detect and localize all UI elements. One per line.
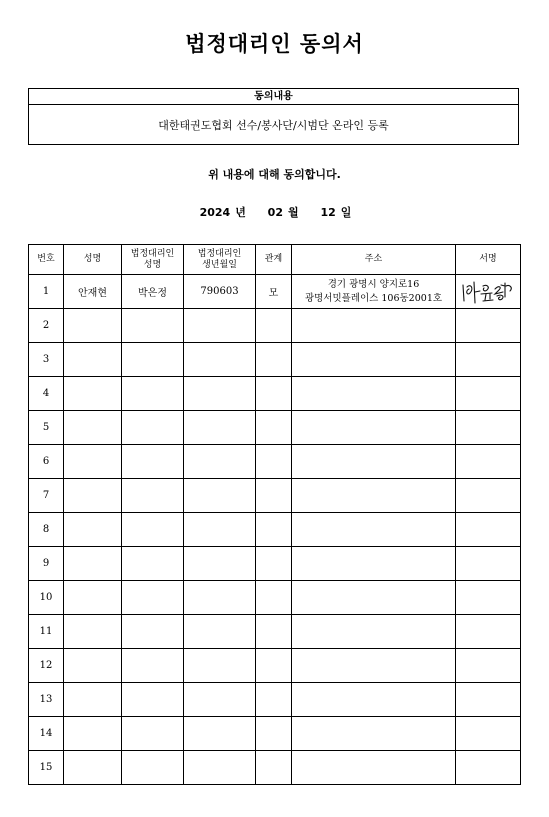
- guardian-birth-cell[interactable]: [184, 751, 256, 785]
- table-row: [29, 275, 521, 309]
- relation-cell[interactable]: [256, 547, 292, 581]
- signature-stroke: [467, 285, 472, 293]
- consent-header: 동의내용: [29, 89, 518, 105]
- guardian-birth-cell[interactable]: [184, 445, 256, 479]
- signature-stroke: [497, 295, 503, 299]
- table-row: [29, 581, 521, 615]
- address-cell[interactable]: [292, 411, 456, 445]
- relation-cell[interactable]: [256, 581, 292, 615]
- date-month: 02: [267, 206, 283, 219]
- relation-cell[interactable]: [256, 683, 292, 717]
- name-cell[interactable]: [64, 581, 122, 615]
- signature-cell[interactable]: [456, 615, 521, 649]
- row-number-cell: 8: [29, 513, 64, 547]
- table-row: [29, 547, 521, 581]
- guardian-name-cell[interactable]: [122, 581, 184, 615]
- table-row: [29, 343, 521, 377]
- signature-cell[interactable]: [456, 547, 521, 581]
- guardian-birth-cell[interactable]: [184, 377, 256, 411]
- guardian-name-cell[interactable]: [122, 309, 184, 343]
- guardian-name-cell[interactable]: [122, 479, 184, 513]
- table-row: [29, 479, 521, 513]
- signature-cell[interactable]: [456, 411, 521, 445]
- signature-cell[interactable]: [456, 683, 521, 717]
- guardian-birth-cell[interactable]: [184, 615, 256, 649]
- signature-stroke: [495, 286, 503, 293]
- header-guardian-name-line2: 성명: [143, 259, 162, 270]
- name-cell[interactable]: [64, 343, 122, 377]
- address-line2: 광명서밋플레이스 106동2001호: [304, 292, 443, 304]
- row-number-cell: 1: [29, 275, 64, 309]
- header-guardian-birth: [184, 245, 256, 275]
- relation-cell[interactable]: [256, 649, 292, 683]
- row-number-cell: 3: [29, 343, 64, 377]
- guardian-birth-cell[interactable]: [184, 479, 256, 513]
- name-cell[interactable]: [64, 445, 122, 479]
- table-row: [29, 445, 521, 479]
- signature-stroke: [506, 285, 511, 291]
- guardian-birth-cell[interactable]: [184, 717, 256, 751]
- guardian-birth-cell[interactable]: [184, 343, 256, 377]
- guardian-birth-cell[interactable]: [184, 581, 256, 615]
- relation-cell[interactable]: 모: [256, 275, 292, 309]
- guardian-name-cell[interactable]: [122, 377, 184, 411]
- signature-stroke: [475, 291, 480, 292]
- address-cell[interactable]: [292, 751, 456, 785]
- signature-cell[interactable]: [456, 275, 521, 309]
- header-address: 주소: [292, 245, 456, 275]
- address-cell[interactable]: [292, 377, 456, 411]
- signature-cell[interactable]: [456, 377, 521, 411]
- date-year: 2024: [199, 206, 231, 219]
- name-cell[interactable]: [64, 751, 122, 785]
- relation-cell[interactable]: [256, 513, 292, 547]
- header-guardian-birth-line1: 법정대리인: [197, 248, 242, 259]
- address-cell[interactable]: [292, 649, 456, 683]
- relation-cell[interactable]: [256, 309, 292, 343]
- row-number-cell: 10: [29, 581, 64, 615]
- date-day: 12: [320, 206, 336, 219]
- guardian-birth-cell[interactable]: 790603: [184, 275, 256, 309]
- row-number-cell: 9: [29, 547, 64, 581]
- name-cell[interactable]: [64, 309, 122, 343]
- table-row: [29, 751, 521, 785]
- guardian-name-cell[interactable]: 박은정: [122, 275, 184, 309]
- table-row: [29, 683, 521, 717]
- guardian-name-cell[interactable]: [122, 411, 184, 445]
- row-number-cell: 15: [29, 751, 64, 785]
- relation-cell[interactable]: [256, 751, 292, 785]
- table-row: [29, 513, 521, 547]
- name-cell[interactable]: [64, 717, 122, 751]
- row-number-cell: 14: [29, 717, 64, 751]
- table-row: [29, 649, 521, 683]
- header-name: 성명: [64, 245, 122, 275]
- guardian-name-cell[interactable]: [122, 615, 184, 649]
- handwritten-signature: [459, 277, 517, 307]
- name-cell[interactable]: [64, 649, 122, 683]
- guardian-birth-cell[interactable]: [184, 649, 256, 683]
- header-guardian-name-line1: 법정대리인: [130, 248, 175, 259]
- header-no: 번호: [29, 245, 64, 275]
- table-row: [29, 717, 521, 751]
- signature-cell[interactable]: [456, 309, 521, 343]
- row-number-cell: 2: [29, 309, 64, 343]
- address-cell[interactable]: [292, 343, 456, 377]
- guardian-name-cell[interactable]: [122, 513, 184, 547]
- row-number-cell: 7: [29, 479, 64, 513]
- consent-content: 대한태권도협회 선수/봉사단/시범단 온라인 등록: [158, 119, 389, 132]
- signature-cell[interactable]: [456, 717, 521, 751]
- date-month-unit: 월: [287, 206, 299, 219]
- relation-cell[interactable]: [256, 717, 292, 751]
- address-cell[interactable]: [292, 275, 456, 309]
- signing-date: [0, 204, 549, 220]
- address-cell[interactable]: [292, 581, 456, 615]
- header-signature: 서명: [456, 245, 521, 275]
- signature-cell[interactable]: [456, 581, 521, 615]
- table-body: [29, 275, 521, 785]
- header-guardian-name: [122, 245, 184, 275]
- address-cell[interactable]: [292, 445, 456, 479]
- guardian-birth-cell[interactable]: [184, 547, 256, 581]
- document-title: 법정대리인 동의서: [185, 32, 364, 56]
- guardian-name-cell[interactable]: [122, 717, 184, 751]
- consent-box: [28, 88, 519, 145]
- name-cell[interactable]: [64, 479, 122, 513]
- relation-cell[interactable]: [256, 377, 292, 411]
- address-cell[interactable]: [292, 309, 456, 343]
- relation-cell[interactable]: [256, 445, 292, 479]
- name-cell[interactable]: [64, 513, 122, 547]
- header-relation: 관계: [256, 245, 292, 275]
- address-line1: 경기 광명시 양지로16: [327, 278, 420, 290]
- address-cell[interactable]: [292, 683, 456, 717]
- table-row: [29, 309, 521, 343]
- guardian-name-cell[interactable]: [122, 547, 184, 581]
- name-cell[interactable]: [64, 377, 122, 411]
- table-row: [29, 615, 521, 649]
- guardian-birth-cell[interactable]: [184, 411, 256, 445]
- address-cell[interactable]: [292, 547, 456, 581]
- row-number-cell: 5: [29, 411, 64, 445]
- relation-cell[interactable]: [256, 479, 292, 513]
- signature-cell[interactable]: [456, 445, 521, 479]
- date-day-unit: 일: [340, 206, 352, 219]
- name-cell[interactable]: [64, 615, 122, 649]
- guardian-birth-cell[interactable]: [184, 513, 256, 547]
- name-cell[interactable]: 안재현: [64, 275, 122, 309]
- name-cell[interactable]: [64, 683, 122, 717]
- address-cell[interactable]: [292, 717, 456, 751]
- guardian-name-cell[interactable]: [122, 751, 184, 785]
- name-cell[interactable]: [64, 547, 122, 581]
- guardian-name-cell[interactable]: [122, 445, 184, 479]
- row-number-cell: 11: [29, 615, 64, 649]
- signature-stroke: [483, 294, 493, 301]
- relation-cell[interactable]: [256, 411, 292, 445]
- header-guardian-birth-line2: 생년월일: [202, 259, 237, 270]
- signature-cell[interactable]: [456, 751, 521, 785]
- table-row: [29, 411, 521, 445]
- row-number-cell: 6: [29, 445, 64, 479]
- name-cell[interactable]: [64, 411, 122, 445]
- row-number-cell: 13: [29, 683, 64, 717]
- address-cell[interactable]: [292, 479, 456, 513]
- signature-stroke: [483, 285, 488, 290]
- signature-stroke: [463, 285, 464, 301]
- address-cell[interactable]: [292, 513, 456, 547]
- guardian-name-cell[interactable]: [122, 649, 184, 683]
- signature-cell[interactable]: [456, 343, 521, 377]
- row-number-cell: 12: [29, 649, 64, 683]
- signature-cell[interactable]: [456, 479, 521, 513]
- relation-cell[interactable]: [256, 343, 292, 377]
- table-header-row: [29, 245, 521, 275]
- row-number-cell: 4: [29, 377, 64, 411]
- guardian-name-cell[interactable]: [122, 343, 184, 377]
- table-row: [29, 377, 521, 411]
- address-cell[interactable]: [292, 615, 456, 649]
- consent-table: [28, 244, 521, 785]
- signature-cell[interactable]: [456, 649, 521, 683]
- signature-cell[interactable]: [456, 513, 521, 547]
- guardian-birth-cell[interactable]: [184, 309, 256, 343]
- date-year-unit: 년: [235, 206, 246, 219]
- guardian-birth-cell[interactable]: [184, 683, 256, 717]
- guardian-name-cell[interactable]: [122, 683, 184, 717]
- agreement-statement: 위 내용에 대해 동의합니다.: [208, 168, 341, 181]
- relation-cell[interactable]: [256, 615, 292, 649]
